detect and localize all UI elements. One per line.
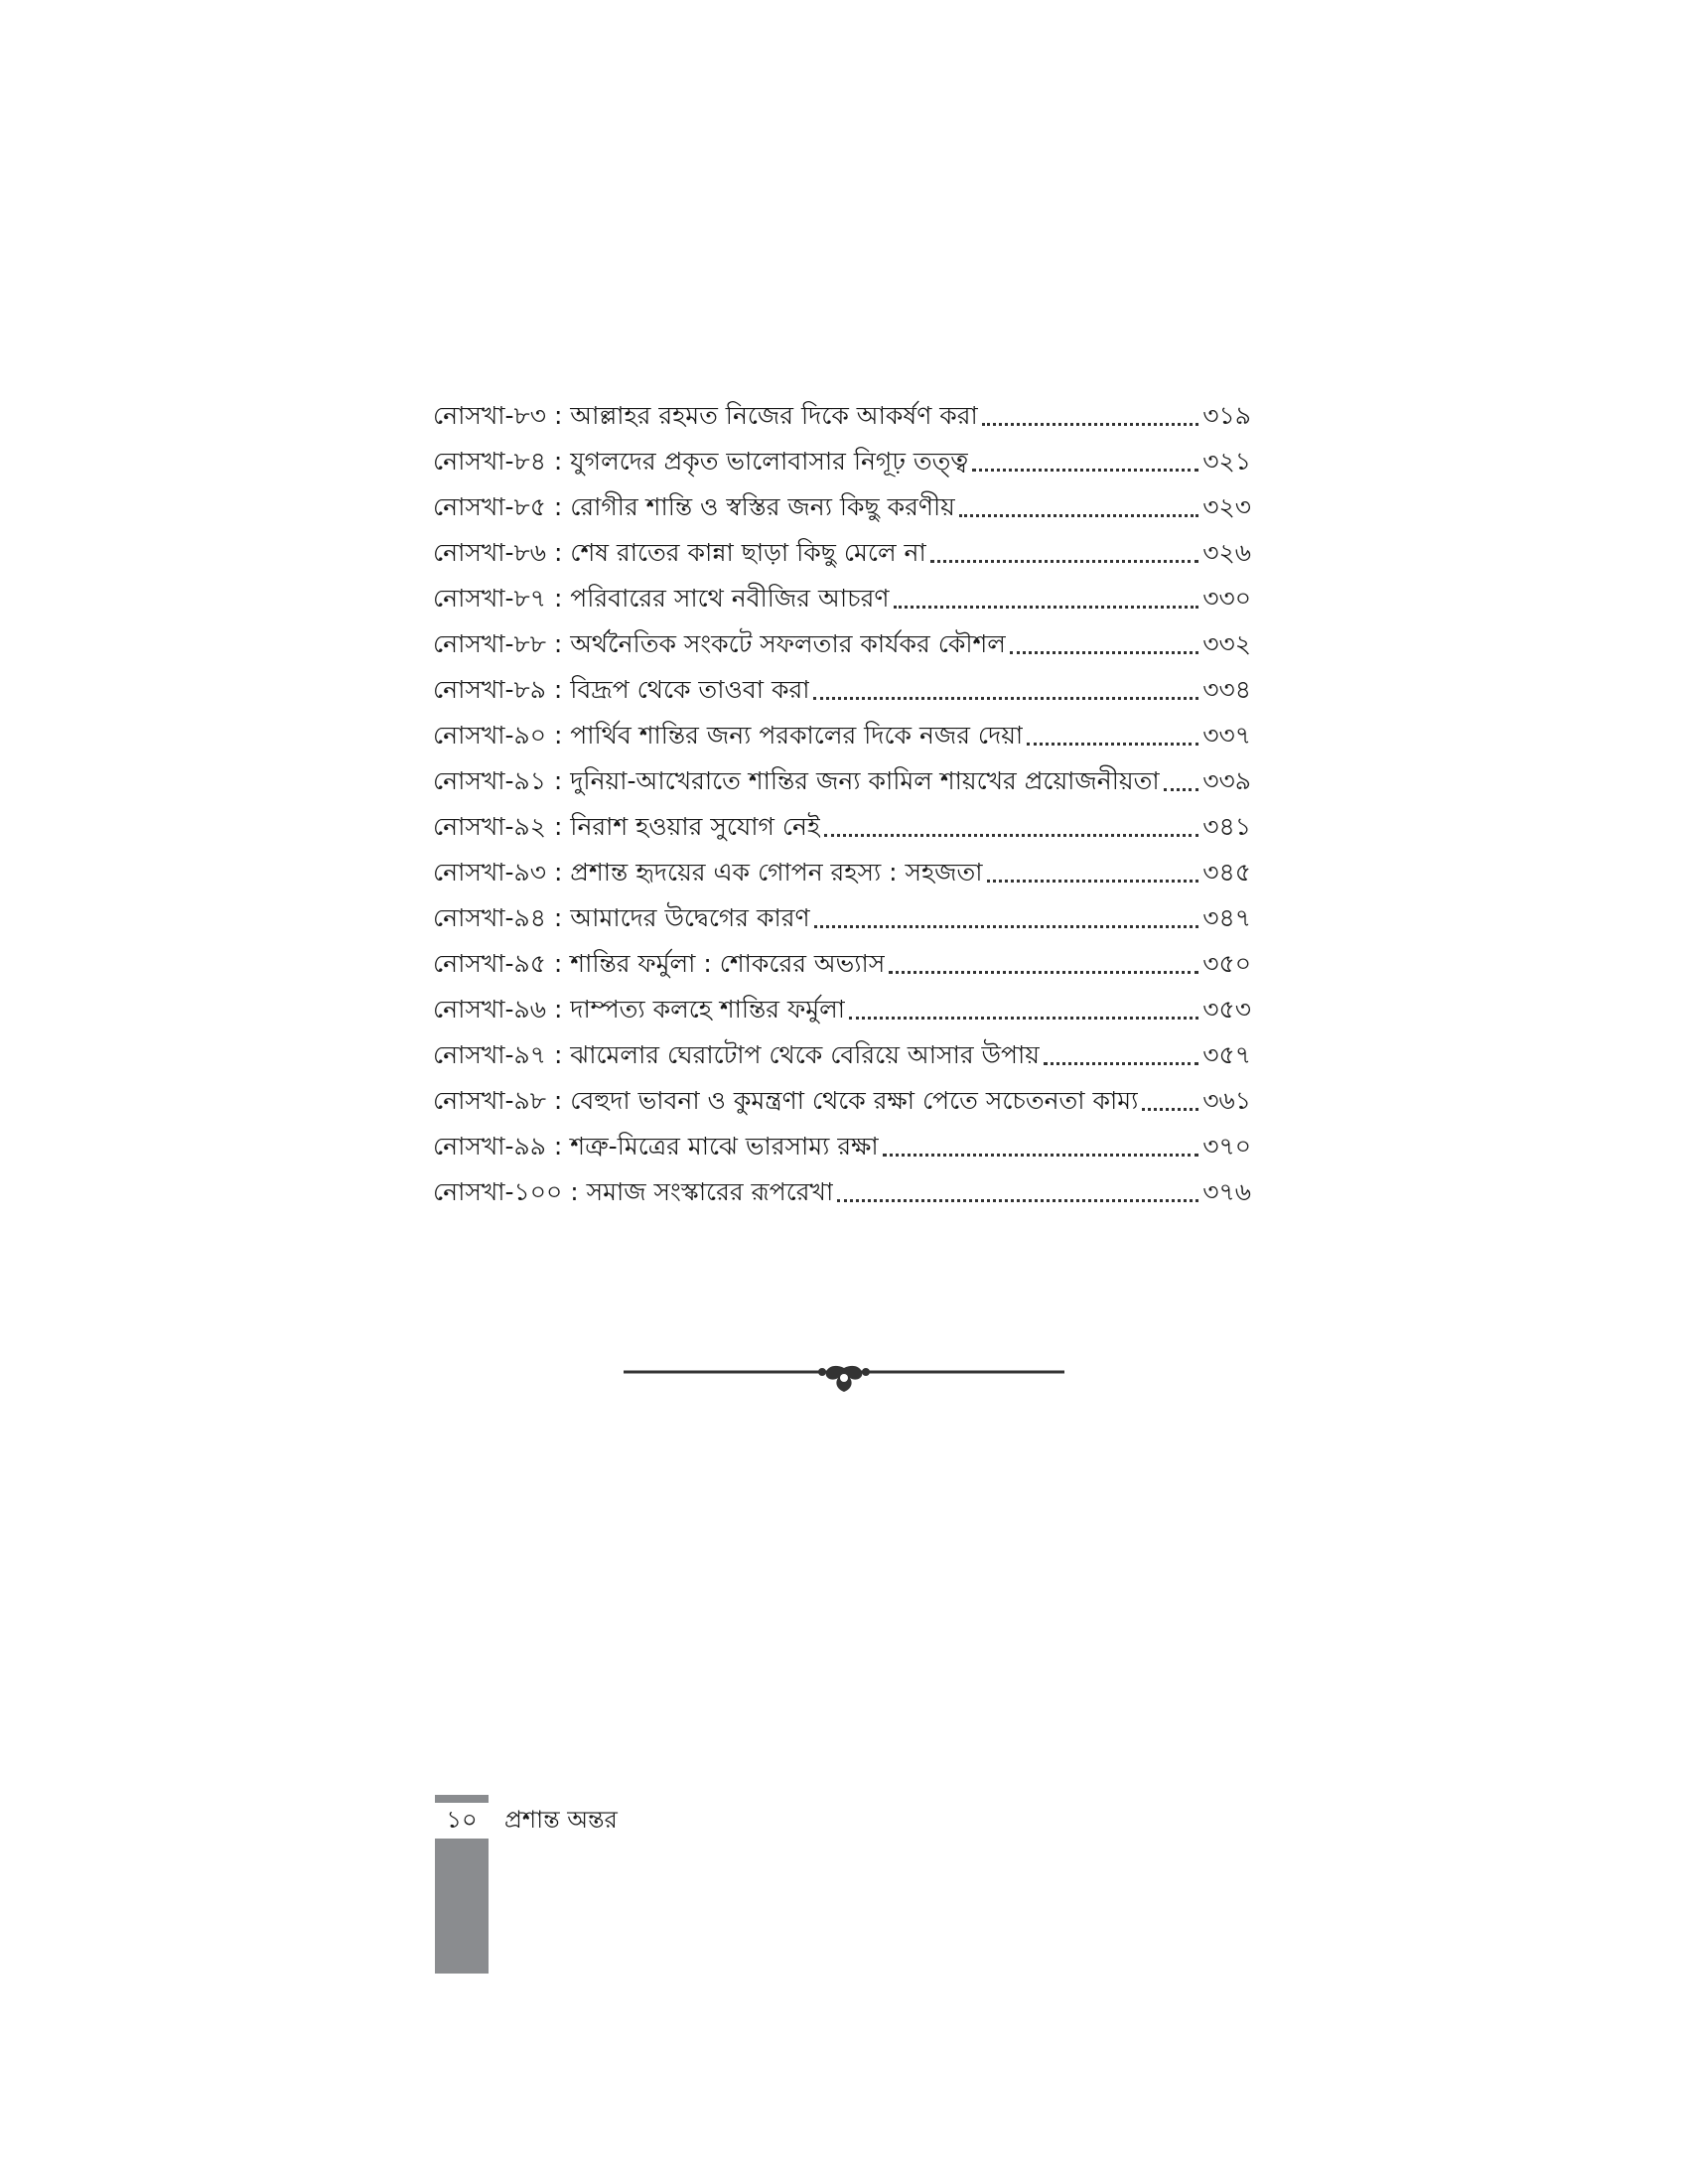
dot-leader [982, 423, 1199, 426]
dot-leader [889, 971, 1198, 974]
toc-entry[interactable] [433, 530, 1251, 576]
toc-entry[interactable] [433, 393, 1251, 439]
toc-entry[interactable] [433, 439, 1251, 484]
dot-leader [813, 697, 1198, 700]
dot-leader [1142, 1108, 1198, 1111]
toc-entry-title: নোসখা-৯৮ : বেহুদা ভাবনা ও কুমন্ত্রণা থেকে রক্ষা পেতে সচেতনতা কাম্য [433, 1086, 1139, 1115]
toc-entry[interactable] [433, 484, 1251, 530]
toc-entry[interactable] [433, 576, 1251, 621]
toc-entry[interactable] [433, 987, 1251, 1032]
toc-entry-title: নোসখা-৯৬ : দাম্পত্য কলহে শান্তির ফর্মুলা [433, 995, 846, 1024]
page-number: ১০ [446, 1806, 478, 1834]
toc-entry-page: ৩৩২ [1202, 629, 1251, 658]
toc-entry-page: ৩৬১ [1202, 1086, 1251, 1115]
toc-entry-title: নোসখা-৮৯ : বিদ্রূপ থেকে তাওবা করা [433, 675, 810, 704]
toc-entry-title: নোসখা-৯১ : দুনিয়া-আখেরাতে শান্তির জন্য কামিল শায়খের প্রয়োজনীয়তা [433, 766, 1160, 795]
dot-leader [1027, 743, 1198, 746]
toc-entry-title: নোসখা-৯০ : পার্থিব শান্তির জন্য পরকালের দিকে নজর দেয়া [433, 721, 1024, 750]
dot-leader [930, 560, 1199, 563]
toc-entry-page: ৩৫০ [1202, 949, 1251, 978]
toc-entry[interactable] [433, 941, 1251, 987]
toc-entry-page: ৩৩৭ [1202, 721, 1251, 750]
dot-leader [987, 880, 1199, 883]
dot-leader [824, 834, 1198, 837]
dot-leader [1010, 651, 1198, 654]
toc-entry-title: নোসখা-৮৪ : যুগলদের প্রকৃত ভালোবাসার নিগূঢ় তত্ত্ব [433, 447, 969, 476]
table-of-contents [433, 393, 1251, 1215]
toc-entry-page: ৩৫৭ [1202, 1040, 1251, 1069]
dot-leader [959, 514, 1198, 517]
toc-entry-title: নোসখা-৮৫ : রোগীর শান্তি ও স্বস্তির জন্য কিছু করণীয় [433, 492, 955, 521]
toc-entry-page: ৩১৯ [1202, 401, 1251, 430]
toc-entry-page: ৩২৬ [1202, 538, 1251, 567]
toc-entry[interactable] [433, 758, 1251, 804]
toc-entry-page: ৩৫৩ [1202, 995, 1251, 1024]
dot-leader [1044, 1062, 1198, 1065]
footer-tab-accent [435, 1795, 489, 1803]
dot-leader [849, 1017, 1198, 1020]
toc-entry-title: নোসখা-৯৯ : শত্রু-মিত্রের মাঝে ভারসাম্য রক্ষা [433, 1132, 879, 1160]
toc-entry[interactable] [433, 895, 1251, 941]
toc-entry-page: ৩৩৯ [1202, 766, 1251, 795]
toc-entry-page: ৩২১ [1202, 447, 1251, 476]
toc-entry-page: ৩৪৫ [1202, 858, 1251, 887]
toc-entry-title: নোসখা-৯৭ : ঝামেলার ঘেরাটোপ থেকে বেরিয়ে আসার উপায় [433, 1040, 1040, 1069]
dot-leader [883, 1154, 1199, 1157]
footer-tab [435, 1839, 489, 1974]
running-book-title: প্রশান্ত অন্তর [504, 1806, 618, 1834]
toc-entry[interactable] [433, 804, 1251, 850]
toc-entry-page: ৩৭৬ [1202, 1177, 1251, 1206]
toc-entry-page: ৩৭০ [1202, 1132, 1251, 1160]
toc-entry-page: ৩৪১ [1202, 812, 1251, 841]
dot-leader [837, 1199, 1198, 1202]
toc-entry-title: নোসখা-৯২ : নিরাশ হওয়ার সুযোগ নেই [433, 812, 820, 841]
toc-entry[interactable] [433, 667, 1251, 713]
toc-entry-title: নোসখা-৯৪ : আমাদের উদ্বেগের কারণ [433, 903, 810, 932]
toc-entry-page: ৩৩৪ [1202, 675, 1251, 704]
toc-entry-title: নোসখা-৮৭ : পরিবারের সাথে নবীজির আচরণ [433, 584, 890, 613]
toc-entry-title: নোসখা-৮৮ : অর্থনৈতিক সংকটে সফলতার কার্যকর কৌশল [433, 629, 1006, 658]
toc-entry[interactable] [433, 621, 1251, 667]
toc-entry-title: নোসখা-৯৩ : প্রশান্ত হৃদয়ের এক গোপন রহস্য : সহজতা [433, 858, 983, 887]
toc-entry[interactable] [433, 850, 1251, 895]
toc-entry-page: ৩৩০ [1202, 584, 1251, 613]
toc-entry-page: ৩৪৭ [1202, 903, 1251, 932]
toc-entry-title: নোসখা-১০০ : সমাজ সংস্কারের রূপরেখা [433, 1177, 834, 1206]
dot-leader [894, 606, 1199, 609]
toc-entry[interactable] [433, 1078, 1251, 1124]
toc-entry[interactable] [433, 1169, 1251, 1215]
toc-entry-title: নোসখা-৮৩ : আল্লাহর রহমত নিজের দিকে আকর্ষণ করা [433, 401, 978, 430]
toc-entry-title: নোসখা-৮৬ : শেষ রাতের কান্না ছাড়া কিছু মেলে না [433, 538, 926, 567]
ornament-divider-icon [624, 1360, 1064, 1396]
toc-entry-title: নোসখা-৯৫ : শান্তির ফর্মুলা : শোকরের অভ্যাস [433, 949, 886, 978]
toc-entry-page: ৩২৩ [1202, 492, 1251, 521]
toc-entry[interactable] [433, 713, 1251, 758]
toc-entry[interactable] [433, 1032, 1251, 1078]
dot-leader [814, 925, 1199, 928]
dot-leader [972, 469, 1198, 472]
dot-leader [1164, 788, 1199, 791]
toc-entry[interactable] [433, 1124, 1251, 1169]
